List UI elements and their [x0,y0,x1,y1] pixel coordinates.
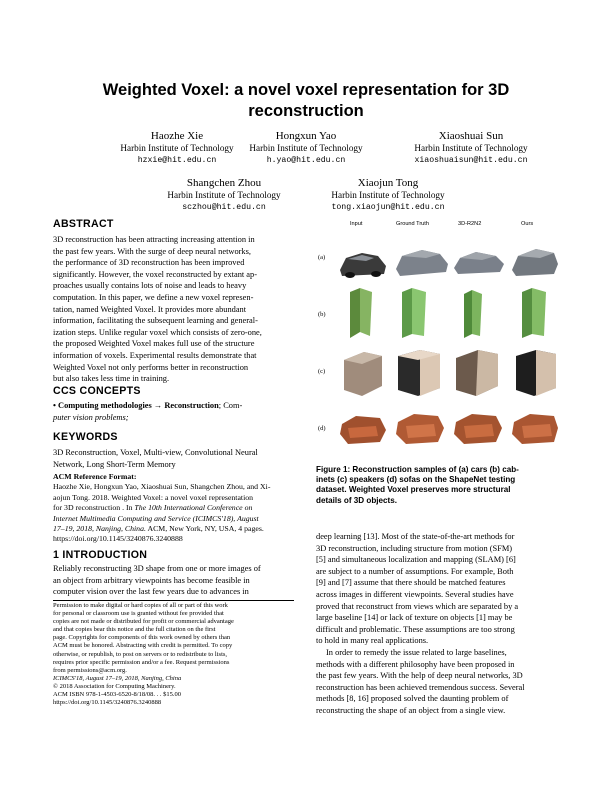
sofa-input-image [340,416,386,444]
row-cars-images [336,244,558,284]
sofa-ours-image [512,414,558,444]
author-email[interactable]: tong.xiaojun@hit.edu.cn [331,202,445,212]
author-name: Haozhe Xie [150,130,204,142]
cabinet-ground-truth-image [402,288,426,338]
figure-1 [316,218,558,453]
row-label-d: (d) [318,425,326,432]
doi-link[interactable]: https://doi.org/10.1145/3240876.3240888 [53,534,183,544]
permission-footnote: Permission to make digital or hard copies of all or part of this work for personal or classroom use is granted without fee provided that copies are not made or distributed for profit or commercial advantage and that copies bear this notice and the full citation on the first page. Copyrights for components of this work owned by others than ACM must be honored. Abstracting with credit is permitted. To copy otherwise, or republish, to post on servers or to redistribute to lists, requires prior specific permission and/or a fee. Request permissions from permissions@acm.org. ICIMCS'18, August 17–19, 2018, Nanjing, China © 2018 Association for Computing Machinery. ACM ISBN 978-1-4503-6520-8/18/08. . . $15.00 https://doi.org/10.1145/3240876.3240888 [53,602,294,707]
author-affiliation: Harbin Institute of Technology [414,143,528,153]
cabinet-r2n2-image [464,290,482,338]
footnote-rule [53,600,294,601]
cabinet-ours-image [522,288,546,338]
keywords-body: 3D Reconstruction, Voxel, Multi-view, Convolutional Neural Network, Long Short-Term Memory [53,448,258,469]
author-affiliation: Harbin Institute of Technology [167,190,281,200]
row-sofas-images [336,406,558,450]
cabinet-input-image [350,288,372,338]
speaker-ground-truth-image [398,350,440,396]
author-email[interactable]: xiaoshuaisun@hit.edu.cn [414,155,528,165]
figure-1-caption: Figure 1: Reconstruction samples of (a) cars (b) cab- inets (c) speakers (d) sofas on the ShapeNet testing dataset. Weighted Voxel preserves more structural details of 3D objects. [316,465,519,505]
author-affiliation: Harbin Institute of Technology [331,190,445,200]
abstract-heading: ABSTRACT [53,218,114,230]
col-label-input: Input [350,221,363,227]
ccs-heading: CCS CONCEPTS [53,385,141,397]
acm-reference: ACM Reference Format: Haozhe Xie, Hongxun Yao, Xiaoshuai Sun, Shangchen Zhou, and Xi- aojun Tong. 2018. Weighted Voxel: a novel voxel representation for 3D reconstruction . In The 10th International Conference on Internet Multimedia Computing and Service (ICIMCS'18), August 17–19, 2018, Nanjing, China. ACM, New York, NY, USA, 4 pages. https://doi.org/10.1145/3240876.3240888 [53,472,294,545]
row-label-a: (a) [318,254,326,261]
author-email[interactable]: hzxie@hit.edu.cn [137,155,217,165]
car-ours-image [512,249,558,276]
speaker-r2n2-image [456,350,498,396]
car-r2n2-image [454,252,504,274]
author-name: Xiaoshuai Sun [438,130,504,142]
sofa-ground-truth-image [396,414,444,444]
author-email[interactable]: sczhou@hit.edu.cn [182,202,266,212]
keywords-heading: KEYWORDS [53,431,118,443]
row-label-b: (b) [318,311,326,318]
row-speakers-images [336,346,558,400]
author-name: Hongxun Yao [275,130,337,142]
author-name: Shangchen Zhou [186,177,262,189]
author-affiliation: Harbin Institute of Technology [120,143,234,153]
paper-title: Weighted Voxel: a novel voxel representation for 3D reconstruction [102,81,510,120]
author-name: Xiaojun Tong [357,177,419,189]
abstract-body: 3D reconstruction has been attracting increasing attention in the past few years. With the surge of deep neural networks, the performance of 3D reconstruction has been improved significantly. However, the voxel reconstructed by extant ap- proaches usually contains lots of noise and leads to heavy computation. In this paper, we define a new voxel represen- tation, named Weighted Voxel. It provides more abundant information, facilitating the subsequent learning and general- ization steps. Unlike regular voxel which consists of zero-one, the proposed Weighted Voxel makes full use of the structure information of voxels. Experimental results demonstrate that Weighted Voxel not only performs better in reconstruction but also takes less time in training. [53,235,262,384]
intro-body: Reliably reconstructing 3D shape from one or more images of an object from arbitrary viewpoints has become feasible in computer vision over the last few years due to advances in [53,564,261,597]
row-label-c: (c) [318,368,326,375]
ccs-body: • Computing methodologies → Reconstruction; Com- puter vision problems; [53,401,243,422]
row-cabinets-images [336,286,558,340]
col-label-ground-truth: Ground Truth [396,221,429,227]
speaker-ours-image [516,350,556,396]
car-ground-truth-image [396,250,448,276]
car-input-image [340,253,386,278]
speaker-input-image [344,352,382,396]
intro-heading: 1 INTRODUCTION [53,549,148,561]
footnote-doi-link[interactable]: https://doi.org/10.1145/3240876.3240888 [53,699,162,707]
col-label-3d-r2n2: 3D-R2N2 [458,221,482,227]
author-block [371,129,571,166]
col-label-ours: Ours [521,221,534,227]
sofa-r2n2-image [454,414,502,444]
intro-continued: deep learning [13]. Most of the state-of-the-art methods for 3D reconstruction, including structure from motion (SFM) [5] and simultaneous localization and mapping (SLAM) [6] are subject to a number of assumptions. For example, Both [9] and [7] assume that there should be matched features across images in different viewpoints. Several studies have proved that reconstruct from views which are separated by a large baseline [14] or lack of texture on objects [1] may be difficult and problematic. These assumptions are too strong to hold in many real applications. In order to remedy the issue related to large baselines, methods with a different philosophy have been proposed in the past few years. With the help of deep neural networks, 3D reconstruction has been achieved tremendous success. Several methods [8, 16] proposed solved the daunting problem of reconstructing the shape of an object from a single view. [316,532,525,715]
author-email[interactable]: h.yao@hit.edu.cn [266,155,346,165]
author-block [288,176,488,213]
author-affiliation: Harbin Institute of Technology [249,143,363,153]
